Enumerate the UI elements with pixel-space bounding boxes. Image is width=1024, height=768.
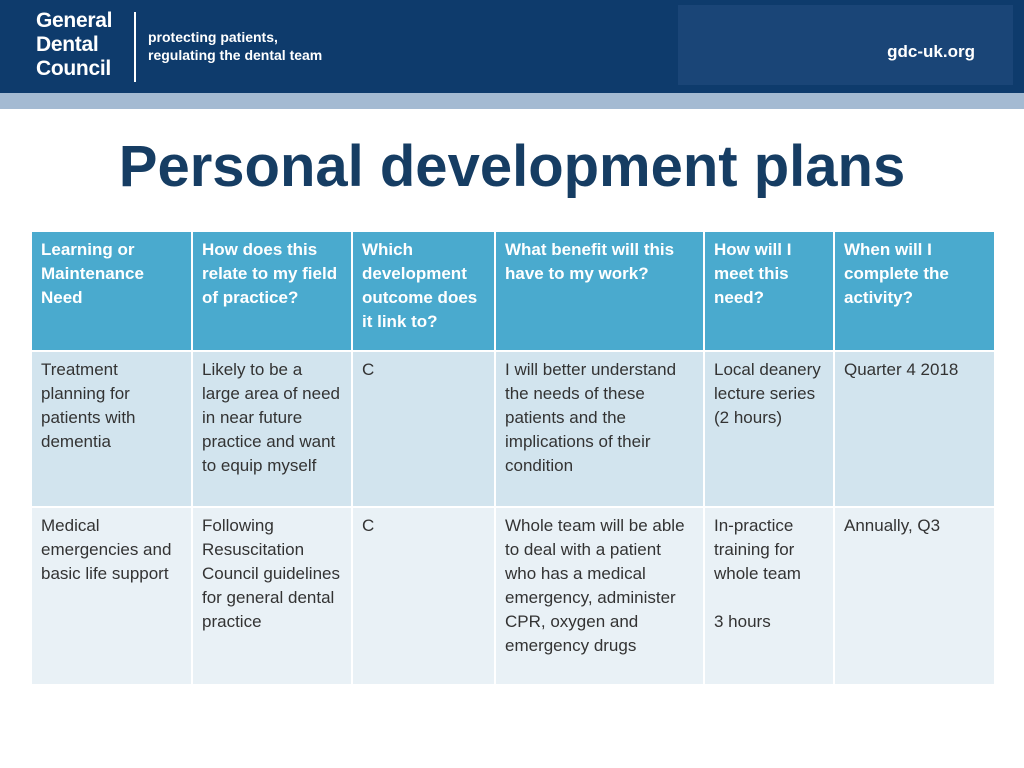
logo-line: Council <box>36 57 111 80</box>
table-row <box>31 507 995 685</box>
logo-divider <box>134 12 136 82</box>
header-need: Learning or Maintenance Need <box>31 231 192 351</box>
gdc-logo <box>36 9 112 81</box>
website-url: gdc-uk.org <box>887 42 975 61</box>
table-cell: I will better understand the needs of these patients and the implications of their condition <box>495 351 704 507</box>
table-cell: C <box>352 507 495 685</box>
header-stripe <box>0 93 1024 109</box>
table-cell: C <box>352 351 495 507</box>
tagline-line: regulating the dental team <box>148 47 323 63</box>
header-timing: When will I complete the activity? <box>834 231 995 351</box>
table-cell: Quarter 4 2018 <box>834 351 995 507</box>
logo-line: Dental <box>36 33 99 56</box>
table-cell: Medical emergencies and basic life support <box>31 507 192 685</box>
table-cell: Local deanery lecture series (2 hours) <box>704 351 834 507</box>
table-header-row <box>31 231 995 351</box>
table-cell: In-practice training for whole team 3 hours <box>704 507 834 685</box>
header-benefit: What benefit will this have to my work? <box>495 231 704 351</box>
page-title: Personal development plans <box>118 134 906 199</box>
table-row <box>31 351 995 507</box>
tagline <box>148 28 322 64</box>
table-cell: Following Resuscitation Council guidelines for general dental practice <box>192 507 352 685</box>
tagline-line: protecting patients, <box>148 29 278 45</box>
table-cell: Annually, Q3 <box>834 507 995 685</box>
table-cell: Likely to be a large area of need in near future practice and want to equip myself <box>192 351 352 507</box>
logo-line: General <box>36 9 113 32</box>
header-outcome: Which development outcome does it link to? <box>352 231 495 351</box>
pdp-table <box>30 230 996 686</box>
header-relation: How does this relate to my field of practice? <box>192 231 352 351</box>
header-bar <box>0 0 1024 93</box>
url-panel <box>678 5 1013 85</box>
table-cell: Treatment planning for patients with dementia <box>31 351 192 507</box>
table-cell: Whole team will be able to deal with a patient who has a medical emergency, administer CPR, oxygen and emergency drugs <box>495 507 704 685</box>
header-method: How will I meet this need? <box>704 231 834 351</box>
